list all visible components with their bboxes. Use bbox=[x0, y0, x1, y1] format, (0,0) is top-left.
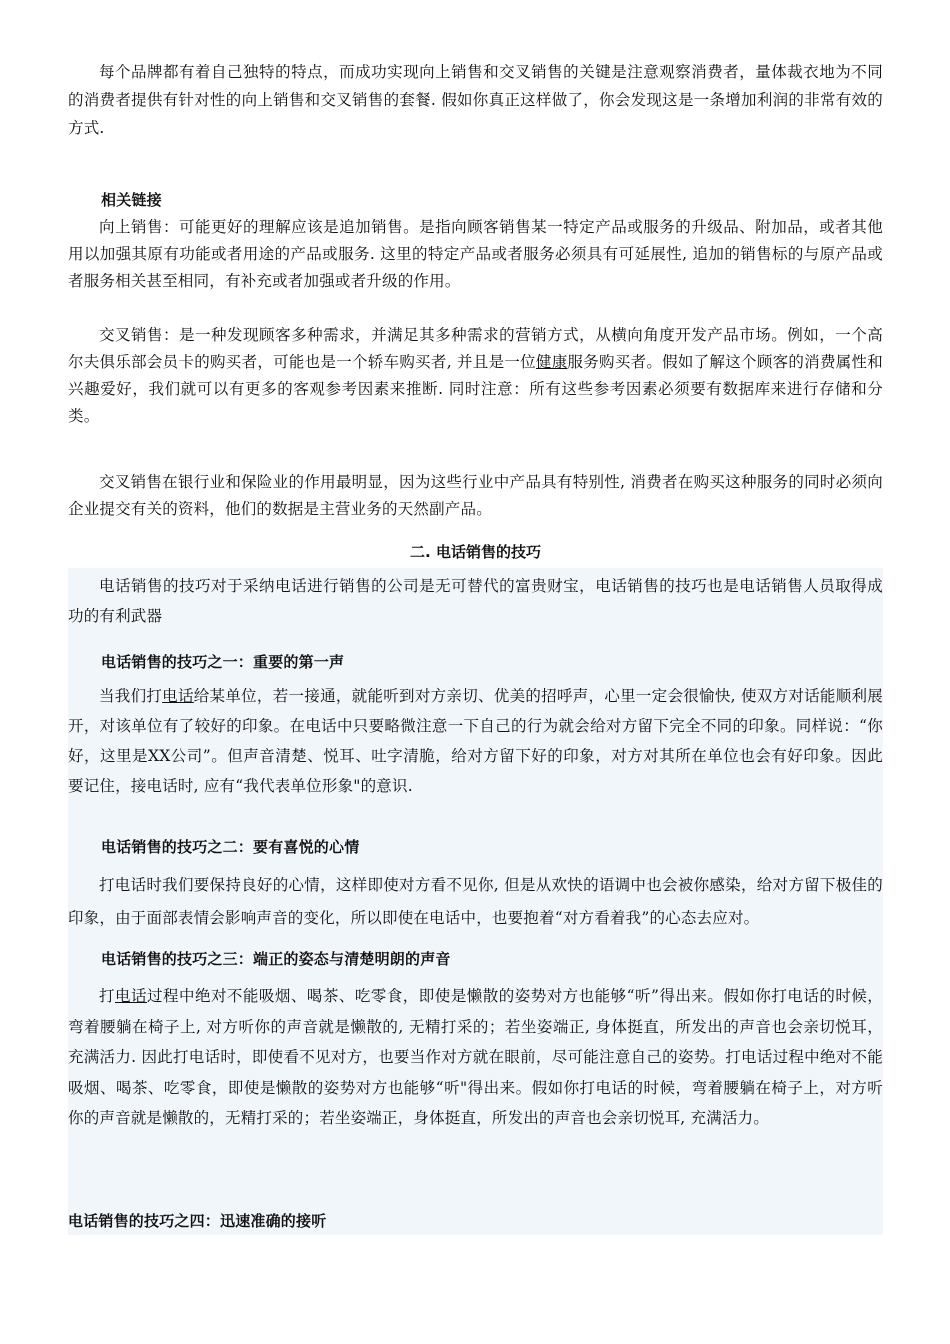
cross-sell-paragraph bbox=[68, 322, 883, 430]
section-intro-text: 电话销售的技巧对于采纳电话进行销售的公司是无可替代的富贵财宝，电话销售的技巧也是电话销售人员取得成功的有利武器 bbox=[68, 577, 883, 625]
bank-text: 交叉销售在银行业和保险业的作用最明显，因为这些行业中产品具有特别性, 消费者在购买这种服务的同时必须向企业提交有关的资料，他们的数据是主营业务的天然副产品。 bbox=[68, 473, 883, 518]
bank-paragraph bbox=[68, 469, 883, 523]
tip1-heading: 电话销售的技巧之一：重要的第一声 bbox=[101, 653, 345, 671]
tip2-text: 打电话时我们要保持良好的心情，这样即使对方看不见你, 但是从欢快的语调中也会被你感染，给对方留下极佳的印象，由于面部表情会影响声音的变化，所以即使在电话中，也要抱着“对方看着我”的心态去应对。 bbox=[68, 876, 883, 927]
tip3-heading: 电话销售的技巧之三：端正的姿态与清楚明朗的声音 bbox=[101, 950, 451, 968]
tip1-paragraph bbox=[68, 681, 883, 801]
cross-sell-text-a: 交叉销售：是一种发现顾客多种需求，并满足其多种需求的营销方式，从横向角度开发产品市场。例如，一个高尔夫俱乐部会员卡的购买者，可能也是一个轿车购买者, 并且是一位 bbox=[68, 326, 883, 371]
tip1-text-a: 当我们打 bbox=[99, 687, 163, 705]
tip1-text-b: 给某单位，若一接通，就能听到对方亲切、优美的招呼声，心里一定会很愉快, 使双方对话能顺利展开，对该单位有了较好的印象。在电话中只要略微注意一下自己的行为就会给对方留下完全不同的印象。同样说：“你好，这里是XX公司”。但声音清楚、悦耳、吐字清脆，给对方留下好的印象，对方对其所在单位也会有好印象。因此要记住，接电话时, 应有“我代表单位形象"的意识. bbox=[68, 687, 884, 795]
tip2-heading: 电话销售的技巧之二：要有喜悦的心情 bbox=[101, 838, 360, 856]
upsell-text: 向上销售：可能更好的理解应该是追加销售。是指向顾客销售某一特定产品或服务的升级品、附加品，或者其他用以加强其原有功能或者用途的产品或服务. 这里的特定产品或者服务必须具有可延展性, 追加的销售标的与原产品或者服务相关甚至相同，有补充或者加强或者升级的作用。 bbox=[68, 218, 883, 290]
phone-link-2[interactable]: 电话 bbox=[115, 987, 147, 1005]
tip3-paragraph bbox=[68, 981, 883, 1134]
tip3-text-a: 打 bbox=[99, 987, 115, 1005]
health-link[interactable]: 健康 bbox=[535, 353, 568, 371]
upsell-paragraph bbox=[68, 214, 883, 295]
intro-paragraph bbox=[68, 58, 883, 142]
section-title: 二. 电话销售的技巧 bbox=[410, 543, 541, 561]
tip2-paragraph bbox=[68, 869, 883, 935]
related-links-heading: 相关链接 bbox=[101, 191, 162, 209]
section-intro-paragraph bbox=[68, 571, 883, 631]
phone-link-1[interactable]: 电话 bbox=[162, 687, 194, 705]
intro-text: 每个品牌都有着自己独特的特点，而成功实现向上销售和交叉销售的关键是注意观察消费者，量体裁衣地为不同的消费者提供有针对性的向上销售和交叉销售的套餐. 假如你真正这样做了，你会发现这是一条增加利润的非常有效的方式. bbox=[68, 63, 883, 137]
tip4-heading: 电话销售的技巧之四：迅速准确的接听 bbox=[68, 1212, 327, 1230]
cross-sell-text-b: 服务购买者。假如了解这个顾客的消费属性和兴趣爱好，我们就可以有更多的客观参考因素来推断. 同时注意：所有这些参考因素必须要有数据库来进行存储和分类。 bbox=[68, 353, 883, 425]
tip3-text-b: 过程中绝对不能吸烟、喝茶、吃零食，即使是懒散的姿势对方也能够“听”得出来。假如你打电话的时候，弯着腰躺在椅子上, 对方听你的声音就是懒散的, 无精打采的；若坐姿端正, 身体挺直，所发出的声音也会亲切悦耳，充满活力. 因此打电话时，即使看不见对方，也要当作对方就在眼前，尽可能注意自己的姿势。打电话过程中绝对不能吸烟、喝茶、吃零食，即使是懒散的姿势对方也能够“听"得出来。假如你打电话的时候，弯着腰躺在椅子上，对方听你的声音就是懒散的，无精打采的；若坐姿端正，身体挺直，所发出的声音也会亲切悦耳, 充满活力。 bbox=[68, 987, 883, 1127]
